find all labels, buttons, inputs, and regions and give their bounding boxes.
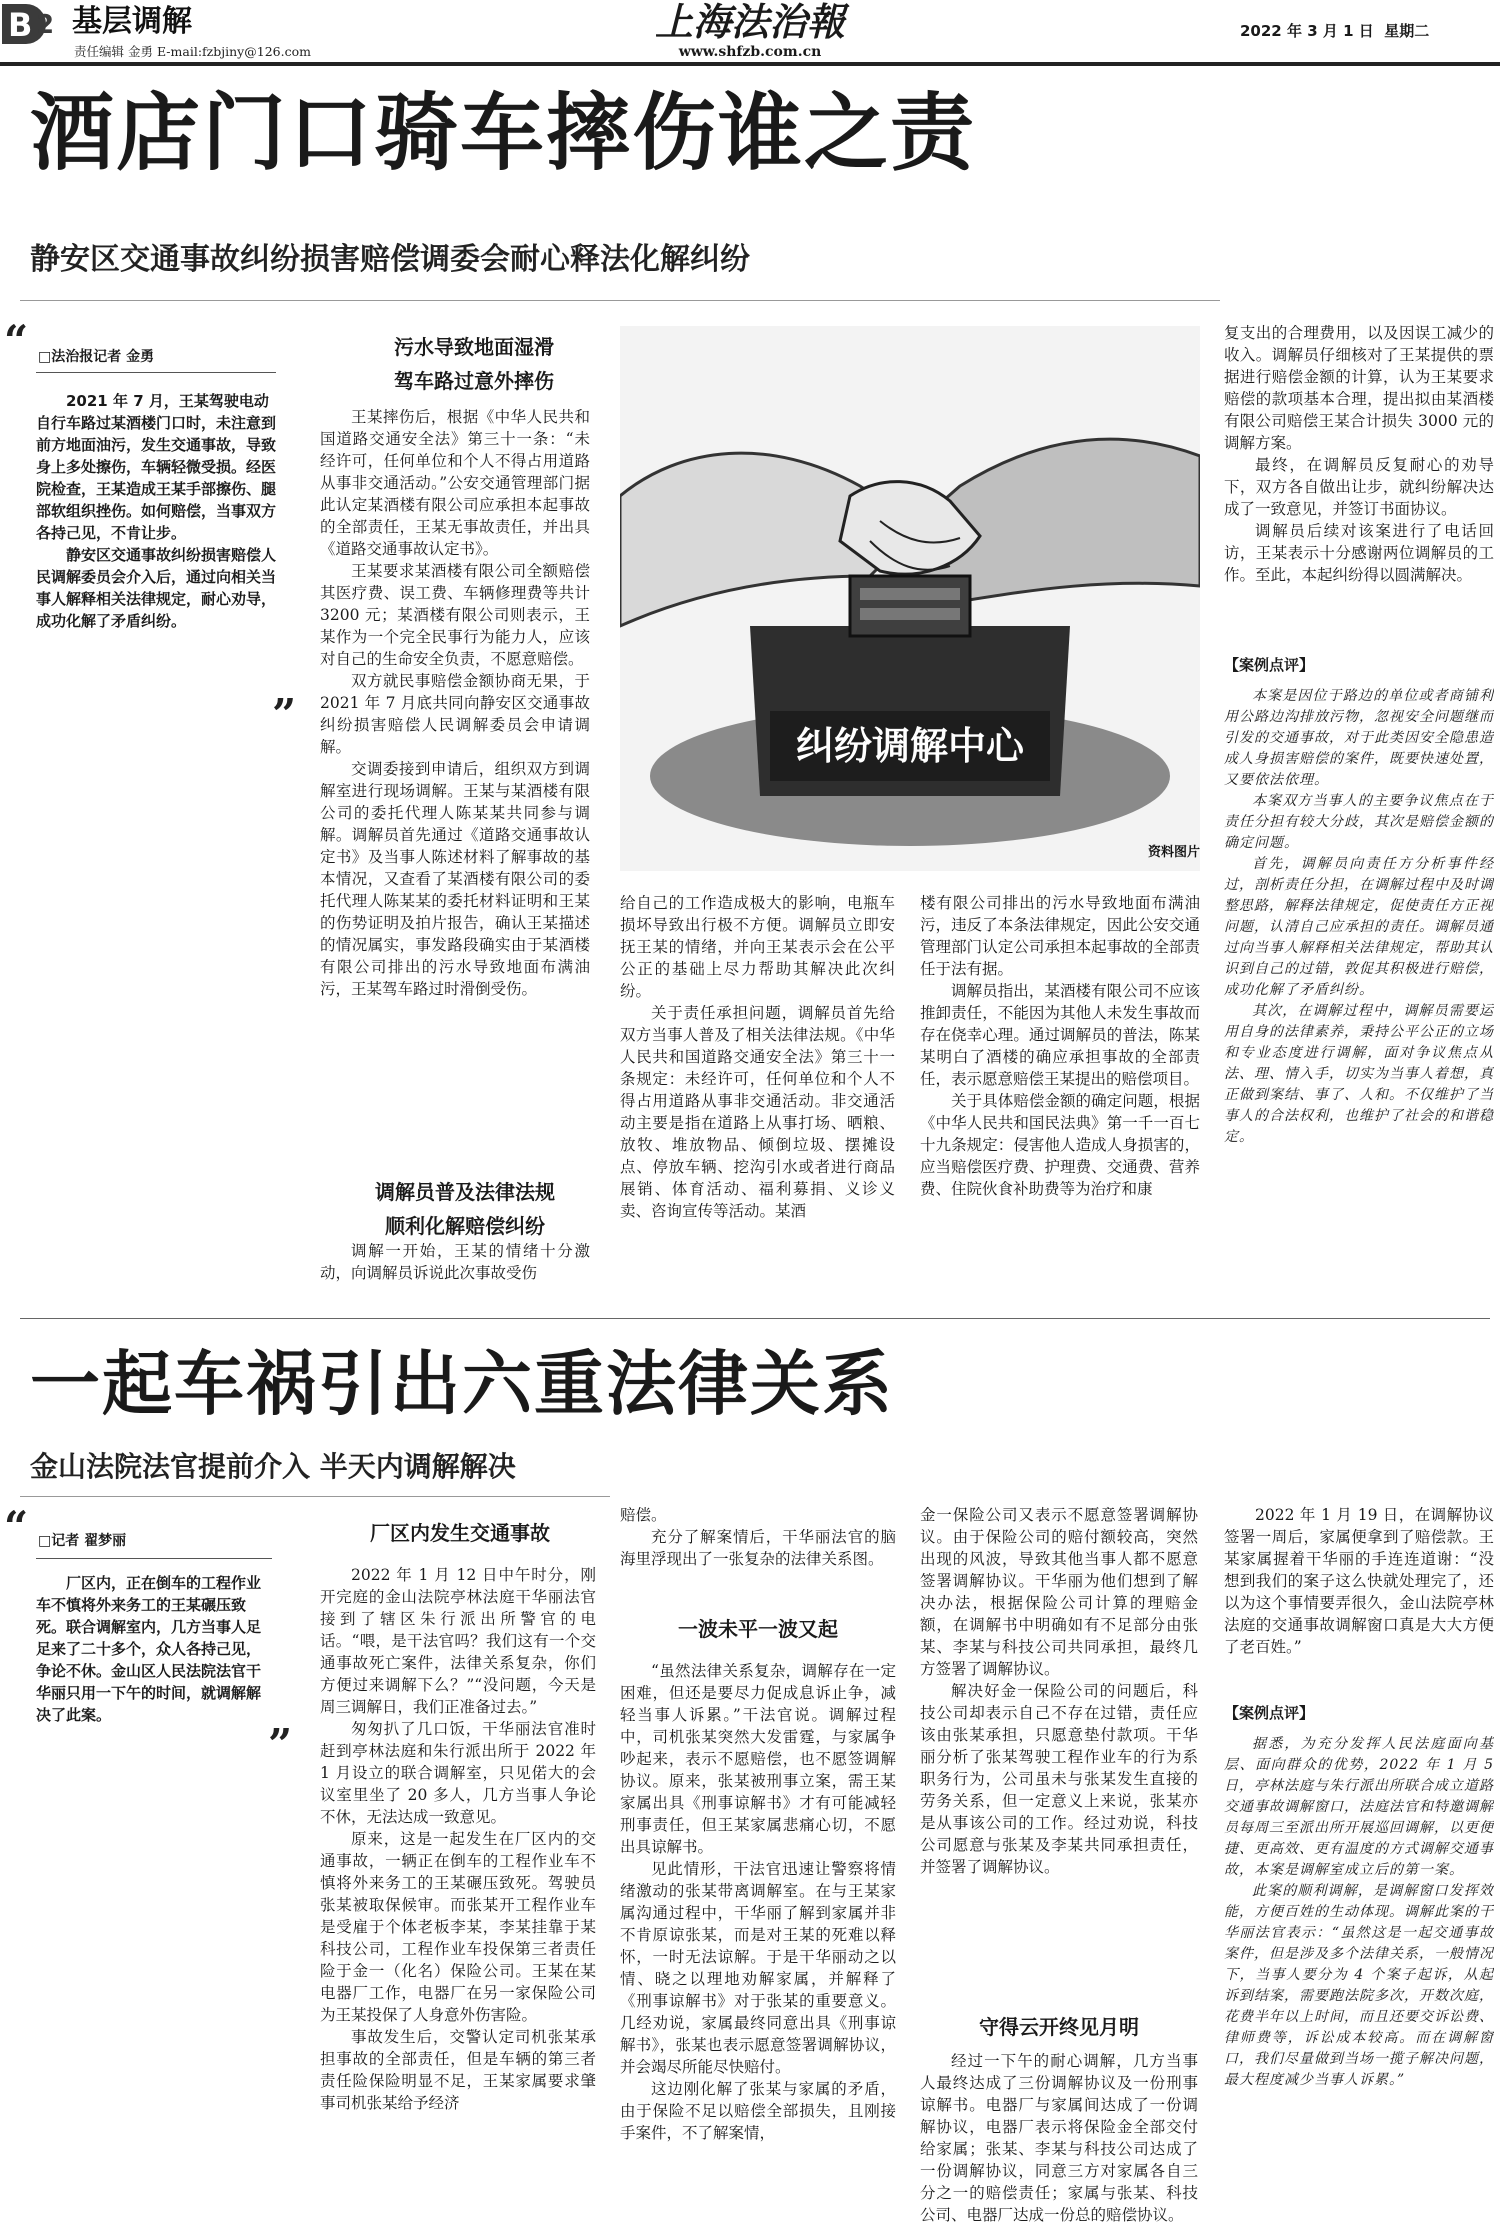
article1-col3: [620, 892, 895, 1306]
body-paragraph: 关于责任承担问题，调解员首先给双方当事人普及了相关法律法规。《中华人民共和国道路交通安全法》第三十一条规定：未经许可，任何单位和个人不得占用道路从事非交通活动。非交通活动主要是指在道路上从事打场、晒粮、放牧、堆放物品、倾倒垃圾、摆摊设点、停放车辆、挖沟引水或者进行商品展销、体育活动、福利募捐、义诊义卖、咨询宣传等活动。某酒: [620, 1004, 895, 1220]
article1-subhead2: 调解员普及法律法规 顺利化解赔偿纠纷: [375, 1180, 555, 1238]
lead-paragraph: 2021 年 7 月，王某驾驶电动自行车路过某酒楼门口时，未注意到前方地面油污，发生交通事故，导致身上多处擦伤，车辆轻微受损。经医院检查，王某造成王某手部擦伤、腿部软组织挫伤。如何赔偿，当事双方各持己见，不肯让步。: [36, 392, 276, 542]
article2-subhead1: 厂区内发生交通事故: [370, 1521, 550, 1545]
body-paragraph: 经过一下午的耐心调解，几方当事人最终达成了三份调解协议及一份刑事谅解书。电器厂与家属间达成了一份调解协议，电器厂表示将保险金全部交付给家属；张某、李某与科技公司达成了一份调解协议，同意三方对家属各自三分之一的赔偿责任；家属与张某、科技公司、电器厂达成一份总的赔偿协议。: [920, 2052, 1198, 2224]
article2-col4a: [920, 1504, 1198, 2002]
site-url: www.shfzb.com.cn: [678, 44, 822, 60]
article1-title: 酒店门口骑车摔伤谁之责: [30, 84, 977, 182]
article2-col4b: [920, 2050, 1198, 2226]
body-paragraph: 调解员指出，某酒楼有限公司不应该推卸责任，不能因为其他人未发生事故而存在侥幸心理。通过调解员的普法，陈某某明白了酒楼的确应承担事故的全部责任，表示愿意赔偿王某提出的赔偿项目。: [920, 982, 1200, 1088]
article2-subtitle: 金山法院法官提前介入 半天内调解解决: [30, 1450, 516, 1483]
review-paragraph: 本案是因位于路边的单位或者商铺利用公路边沟排放污物，忽视安全问题继而引发的交通事故，对于此类因安全隐患造成人身损害赔偿的案件，既要快速处置，又要依法依理。: [1224, 688, 1494, 788]
body-paragraph: 双方就民事赔偿金额协商无果，于 2021 年 7 月底共同向静安区交通事故纠纷损害赔偿人民调解委员会申请调解。: [320, 672, 590, 756]
close-quote-icon: ”: [268, 1720, 293, 1769]
article1-review: [1224, 686, 1494, 1310]
body-paragraph: 复支出的合理费用，以及因误工减少的收入。调解员仔细核对了王某提供的票据进行赔偿金额的计算，认为王某要求赔偿的款项基本合理，提出拟由某酒楼有限公司赔偿王某合计损失 3000 元的调解方案。: [1224, 324, 1494, 452]
body-paragraph: 调解一开始，王某的情绪十分激动，向调解员诉说此次事故受伤: [320, 1242, 590, 1282]
body-paragraph: 给自己的工作造成极大的影响，电瓶车损坏导致出行极不方便。调解员立即安抚王某的情绪，并向王某表示会在公平公正的基础上尽力帮助其解决此次纠纷。: [620, 894, 895, 1000]
body-paragraph: “虽然法律关系复杂，调解存在一定困难，但还是要尽力促成息诉止争，减轻当事人诉累。”干法官说。调解过程中，司机张某突然大发雷霆，与家属争吵起来，表示不愿赔偿，也不愿签调解协议。原来，张某被刑事立案，需王某家属出具《刑事谅解书》才有可能减轻刑事责任，但王某家属悲痛心切，不愿出具谅解书。: [620, 1662, 896, 1856]
body-paragraph: 匆匆扒了几口饭，干华丽法官准时赶到亭林法庭和朱行派出所于 2022 年 1 月设立的联合调解室，只见偌大的会议室里坐了 20 多人，几方当事人争论不休，无法达成一致意见。: [320, 1720, 596, 1826]
section-name: 基层调解: [72, 4, 192, 39]
article-separator: [20, 1318, 1490, 1319]
article1-subtitle: 静安区交通事故纠纷损害赔偿调委会耐心释法化解纠纷: [30, 242, 750, 277]
review-paragraph: 首先，调解员向责任方分析事件经过，剖析责任分担，在调解过程中及时调整思路，解释法律规定，促使责任方正视问题，认清自己应承担的责任。调解员通过向当事人解释相关法律规定，帮助其认识到自己的过错，敦促其积极进行赔偿，成功化解了矛盾纠纷。: [1224, 856, 1494, 998]
body-paragraph: 交调委接到申请后，组织双方到调解室进行现场调解。王某与某酒楼有限公司的委托代理人陈某某共同参与调解。调解员首先通过《道路交通事故认定书》及当事人陈述材料了解事故的基本情况，又查看了某酒楼有限公司的委托代理人陈某某的委托材料证明和王某的伤势证明及拍片报告，确认王某描述的情况属实，事发路段确实由于某酒楼有限公司排出的污水导致地面布满油污，王某驾车路过时滑倒受伤。: [320, 760, 590, 998]
open-quote-icon: “: [4, 1502, 29, 1551]
article1-col4: [920, 892, 1200, 1306]
handshake-illustration: [620, 326, 1200, 871]
header-rule: [0, 62, 1500, 66]
article2-review: [1224, 1734, 1494, 2224]
article1-divider: [20, 300, 1220, 301]
mediation-sign: 纠纷调解中心: [795, 724, 1024, 768]
body-paragraph: 解决好金一保险公司的问题后，科技公司却表示自己不存在过错，责任应该由张某承担，只愿意垫付款项。干华丽分析了张某驾驶工程作业车的行为系职务行为，公司虽未与张某发生直接的劳务关系，但一定意义上来说，张某亦是从事该公司的工作。经过劝说，科技公司愿意与张某及李某共同承担责任，并签署了调解协议。: [920, 1682, 1198, 1876]
weekday: 星期二: [1384, 22, 1430, 40]
article2-title: 一起车祸引出六重法律关系: [30, 1343, 894, 1425]
issue-date: [1240, 20, 1429, 41]
handshake-image: [620, 326, 1200, 871]
article1-review-title: 【案例点评】: [1224, 656, 1315, 674]
article2-divider: [20, 1496, 610, 1497]
body-paragraph: 调解员后续对该案进行了电话回访，王某表示十分感谢两位调解员的工作。至此，本起纠纷得以圆满解决。: [1224, 522, 1494, 584]
article1-subhead1: 污水导致地面湿滑 驾车路过意外摔伤: [394, 335, 554, 393]
body-paragraph: 最终，在调解员反复耐心的劝导下，双方各自做出让步，就纠纷解决达成了一致意见，并签订书面协议。: [1224, 456, 1494, 518]
lead-paragraph: 厂区内，正在倒车的工程作业车不慎将外来务工的王某碾压致死。联合调解室内，几方当事人足足来了二十多个，众人各持己见，争论不休。金山区人民法院法官干华丽只用一下午的时间，就调解解决了此案。: [36, 1574, 262, 1724]
body-paragraph: 关于具体赔偿金额的确定问题，根据《中华人民共和国民法典》第一千一百七十九条规定：侵害他人造成人身损害的，应当赔偿医疗费、护理费、交通费、营养费、住院伙食补助费等为治疗和康: [920, 1092, 1200, 1198]
body-paragraph: 王某摔伤后，根据《中华人民共和国道路交通安全法》第三十一条：“未经许可，任何单位和个人不得占用道路从事非交通活动。”公安交通管理部门据此认定某酒楼有限公司应承担本起事故的全部责任，王某无事故责任，并出具《道路交通事故认定书》。: [320, 408, 590, 558]
article2-col2: [320, 1564, 596, 2224]
body-paragraph: 楼有限公司排出的污水导致地面布满油污，违反了本条法律规定，因此公安交通管理部门认定公司承担本起事故的全部责任于法有据。: [920, 894, 1200, 978]
body-paragraph: 金一保险公司又表示不愿意签署调解协议。由于保险公司的赔付额较高，突然出现的风波，导致其他当事人都不愿意签署调解协议。干华丽为他们想到了解决办法，根据保险公司计算的理赔金额，在调解书中明确如有不足部分由张某、李某与科技公司共同承担，最终几方签署了调解协议。: [920, 1506, 1198, 1678]
article2-col3b: [620, 1660, 896, 2224]
lead-paragraph: 静安区交通事故纠纷损害赔偿人民调解委员会介入后，通过向相关当事人解释相关法律规定，耐心劝导，成功化解了矛盾纠纷。: [36, 546, 276, 630]
review-paragraph: 其次，在调解过程中，调解员需要运用自身的法律素养，秉持公平公正的立场和专业态度进行调解，面对争议焦点从法、理、情入手，切实为当事人着想，真正做到案结、事了、人和。不仅维护了当事人的合法权利，也维护了社会的和谐稳定。: [1224, 1003, 1494, 1145]
body-paragraph: 这边刚化解了张某与家属的矛盾，由于保险不足以赔偿全部损失，且刚接手案件，不了解案情，: [620, 2080, 896, 2142]
masthead: 上海法治報: [654, 0, 845, 44]
article2-subhead2: 一波未平一波又起: [678, 1617, 838, 1641]
article2-subhead3: 守得云开终见月明: [979, 2015, 1139, 2039]
review-paragraph: 此案的顺利调解，是调解窗口发挥效能，方便百姓的生动体现。调解此案的干华丽法官表示：“虽然这是一起交通事故案件，但是涉及多个法律关系，一般情况下，当事人要分为 4 个案子起诉，从起诉到结案，需要跑法院多次，开数次庭，花费半年以上时间，而且还要交诉讼费、律师费等，诉讼成本较高。而在调解窗口，我们尽量做到当场一揽子解决问题，最大程度减少当事人诉累。”: [1224, 1883, 1494, 2088]
article1-lead: [36, 390, 276, 725]
editor-line: 责任编辑 金勇 E-mail:fzbjiny@126.com: [74, 44, 311, 59]
article2-lead: [36, 1572, 272, 1752]
article2-review-title: 【案例点评】: [1224, 1704, 1315, 1722]
article2-byline: □记者 翟梦丽: [38, 1533, 127, 1549]
review-paragraph: 本案双方当事人的主要争议焦点在于责任分担有较大分歧，其次是赔偿金额的确定问题。: [1224, 793, 1494, 851]
photo-caption: 资料图片: [1147, 845, 1200, 860]
article1-byline: □法治报记者 金勇: [38, 349, 155, 365]
page-badge: B 2: [2, 4, 62, 44]
body-paragraph: 2022 年 1 月 19 日，在调解协议签署一周后，家属便拿到了赔偿款。王某家属握着干华丽的手连连道谢：“没想到我们的案子这么快就处理完了，还以为这个事情要弄很久，金山法院亭林法庭的交通事故调解窗口真是大大方便了老百姓。”: [1224, 1506, 1494, 1656]
article2-col3a: [620, 1504, 896, 1600]
close-quote-icon: ”: [272, 690, 297, 739]
byline-rule: [36, 1558, 272, 1559]
body-paragraph: 赔偿。: [620, 1506, 667, 1524]
body-paragraph: 充分了解案情后，干华丽法官的脑海里浮现出了一张复杂的法律关系图。: [620, 1528, 896, 1568]
body-paragraph: 2022 年 1 月 12 日中午时分，刚开完庭的金山法院亭林法庭干华丽法官接到了辖区朱行派出所警官的电话。“喂，是干法官吗？我们这有一个交通事故死亡案件，法律关系复杂，你们方便过来调解下么？”“没问题，今天是周三调解日，我们正准备过去。”: [320, 1566, 596, 1716]
date: 2022 年 3 月 1 日: [1240, 22, 1374, 40]
review-paragraph: 据悉，为充分发挥人民法庭面向基层、面向群众的优势，2022 年 1 月 5 日，亭林法庭与朱行派出所联合成立道路交通事故调解窗口，法庭法官和特邀调解员每周三至派出所开展巡回调解，以更便捷、更高效、更有温度的方式调解交通事故，本案是调解室成立后的第一案。: [1224, 1736, 1494, 1878]
body-paragraph: 见此情形，干法官迅速让警察将情绪激动的张某带离调解室。在与王某家属沟通过程中，干华丽了解到家属并非不肯原谅张某，而是对王某的死难以释怀，一时无法谅解。于是干华丽动之以情、晓之以理地劝解家属，并解释了《刑事谅解书》对于张某的重要意义。几经劝说，家属最终同意出具《刑事谅解书》，张某也表示愿意签署调解协议，并会竭尽所能尽快赔付。: [620, 1860, 896, 2076]
open-quote-icon: “: [4, 316, 29, 365]
article2-col5: [1224, 1504, 1494, 1688]
article1-col2a: [320, 406, 590, 1150]
byline-rule: [36, 372, 276, 373]
body-paragraph: 原来，这是一起发生在厂区内的交通事故，一辆正在倒车的工程作业车不慎将外来务工的王某碾压致死。驾驶员张某被取保候审。而张某开工程作业车是受雇于个体老板李某，李某挂靠于某科技公司，工程作业车投保第三者责任险于金一（化名）保险公司。王某在某电器厂工作，电器厂在另一家保险公司为王某投保了人身意外伤害险。: [320, 1830, 596, 2024]
body-paragraph: 事故发生后，交警认定司机张某承担事故的全部责任，但是车辆的第三者责任险保险明显不足，王某家属要求肇事司机张某给予经济: [320, 2028, 596, 2112]
article1-col5: [1224, 322, 1494, 638]
article1-col2b: [320, 1240, 590, 1306]
body-paragraph: 王某要求某酒楼有限公司全额赔偿其医疗费、误工费、车辆修理费等共计 3200 元；某酒楼有限公司则表示，王某作为一个完全民事行为能力人，应该对自己的生命安全负责，不愿意赔偿。: [320, 562, 590, 668]
